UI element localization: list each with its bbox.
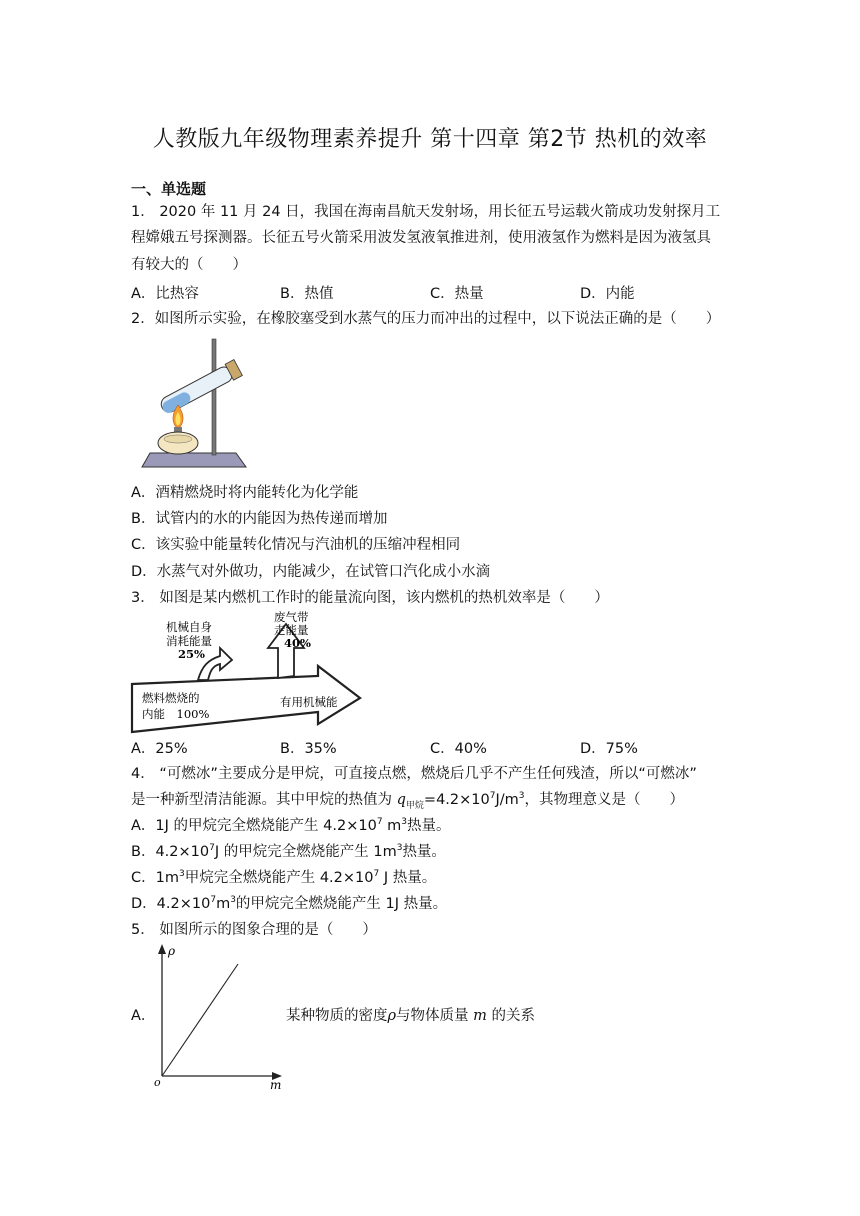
q3-option-d: D．75% bbox=[580, 741, 638, 757]
q1-line-2: 程嫦娥五号探测器。长征五号火箭采用波发氢液氧推进剂，使用液氢作为燃料是因为液氢具 bbox=[131, 230, 711, 246]
q3-line-1: 3． 如图是某内燃机工作时的能量流向图，该内燃机的热机效率是（ ） bbox=[131, 590, 609, 606]
exhaust-label-1: 废气带 bbox=[274, 610, 309, 624]
q3-option-a: A．25% bbox=[131, 741, 188, 757]
q1-option-c: C．热量 bbox=[430, 286, 484, 302]
q1-option-d: D．内能 bbox=[580, 286, 635, 302]
q3-option-b: B．35% bbox=[280, 741, 337, 757]
graph-x-label: m bbox=[270, 1078, 282, 1090]
exhaust-label-2: 走能量 bbox=[274, 623, 309, 637]
q1-line-3: 有较大的（ ） bbox=[131, 257, 247, 273]
q-symbol: q bbox=[396, 792, 406, 808]
q5-option-a-description: 某种物质的密度ρ与物体质量 m 的关系 bbox=[286, 1008, 535, 1024]
q2-option-d: D．水蒸气对外做功，内能减少，在试管口汽化成小水滴 bbox=[131, 564, 491, 580]
q4-line-1: 4． “可燃冰”主要成分是甲烷，可直接点燃，燃烧后几乎不产生任何残渣，所以“可燃冰” bbox=[131, 766, 697, 782]
q4-option-b: B．$4.2\times 10^7J$ 的甲烷完全燃烧能产生 $1m^3$热量。 bbox=[131, 843, 446, 860]
q4-option-d: D．$4.2\times 10^7m^3$的甲烷完全燃烧能产生 1J 热量。 bbox=[131, 895, 448, 912]
q5-line-1: 5． 如图所示的图象合理的是（ ） bbox=[131, 922, 377, 938]
energy-flow-diagram bbox=[128, 610, 368, 738]
self-pct: 25% bbox=[178, 647, 205, 661]
useful-label: 有用机械能 bbox=[280, 695, 338, 709]
q3-option-c: C．40% bbox=[430, 741, 487, 757]
q5-option-a-label: A． bbox=[131, 1008, 156, 1024]
fuel-label-2: 内能 100% bbox=[142, 707, 210, 721]
q2-option-c: C．该实验中能量转化情况与汽油机的压缩冲程相同 bbox=[131, 537, 461, 553]
section-heading: 一、单选题 bbox=[131, 180, 207, 198]
q1-line-1: 1． 2020 年 11 月 24 日，我国在海南昌航天发射场，用长征五号运载火箭成功发射探月工 bbox=[131, 204, 721, 220]
q2-option-a: A．酒精燃烧时将内能转化为化学能 bbox=[131, 485, 359, 501]
exhaust-pct: 40% bbox=[284, 636, 311, 650]
q4-option-c: C．$1m^3$甲烷完全燃烧能产生 $4.2\times 10^7$ J 热量。 bbox=[131, 869, 437, 886]
self-label-1: 机械自身 bbox=[166, 620, 212, 634]
q4-option-a: A．1J 的甲烷完全燃烧能产生 $4.2\times 10^7$ $m^3$热量。 bbox=[131, 817, 451, 834]
self-label-2: 消耗能量 bbox=[166, 634, 212, 648]
q1-option-a: A．比热容 bbox=[131, 286, 199, 302]
page-title: 人教版九年级物理素养提升 第十四章 第2节 热机的效率 bbox=[152, 127, 708, 152]
apparatus-figure bbox=[138, 335, 250, 477]
q2-option-b: B．试管内的水的内能因为热传递而增加 bbox=[131, 511, 388, 527]
graph-y-label: ρ bbox=[168, 944, 176, 958]
density-mass-graph bbox=[152, 940, 287, 1090]
graph-origin-label: o bbox=[154, 1076, 161, 1089]
q2-line-1: 2．如图所示实验，在橡胶塞受到水蒸气的压力而冲出的过程中，以下说法正确的是（ ） bbox=[131, 311, 721, 327]
fuel-label-1: 燃料燃烧的 bbox=[142, 691, 200, 705]
q1-option-b: B．热值 bbox=[280, 286, 334, 302]
q4-line-2: 是一种新型清洁能源。其中甲烷的热值为 $q_{甲烷}=4.2\times 10^7J/m^3$，其物理意义是（ ） bbox=[131, 791, 684, 811]
